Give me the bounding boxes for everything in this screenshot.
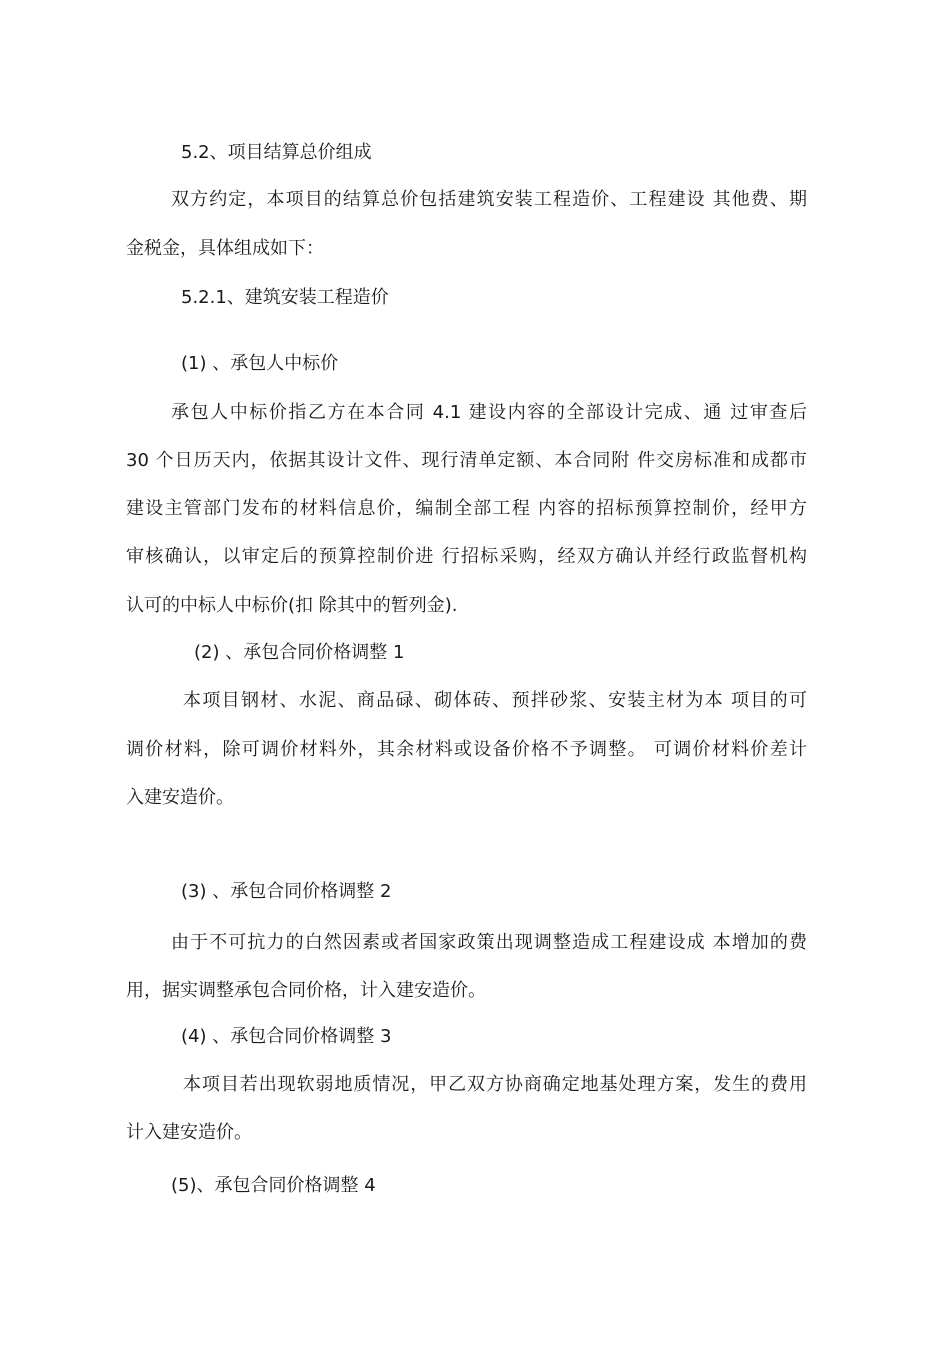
section-5-2-1-heading: 5.2.1、建筑安装工程造价 xyxy=(181,287,389,308)
item-1-heading: (1) 、承包人中标价 xyxy=(181,353,339,374)
section-5-2-heading: 5.2、项目结算总价组成 xyxy=(181,142,372,163)
item-4-line-2: 计入建安造价。 xyxy=(126,1122,252,1143)
item-1-line-5: 认可的中标人中标价(扣 除其中的暂列金). xyxy=(126,595,458,616)
item-3-heading: (3) 、承包合同价格调整 2 xyxy=(181,881,392,902)
item-3-line-2: 用，据实调整承包合同价格，计入建安造价。 xyxy=(126,980,486,1001)
item-1-line-3: 建设主管部门发布的材料信息价，编制全部工程 内容的招标预算控制价，经甲方 xyxy=(126,498,807,519)
item-3-line-1: 由于不可抗力的白然因素或者国家政策出现调整造成工程建设成 本增加的费 xyxy=(171,932,807,953)
section-5-2-intro-line-1: 双方约定，本项目的结算总价包括建筑安装工程造价、工程建设 其他费、期 xyxy=(171,189,807,210)
item-4-line-1: 本项目若出现软弱地质情况，甲乙双方协商确定地基处理方案，发生的费用 xyxy=(183,1074,807,1095)
item-5-heading: (5)、承包合同价格调整 4 xyxy=(171,1175,376,1196)
item-2-line-2: 调价材料，除可调价材料外，其余材料或设备价格不予调整。 可调价材料价差计 xyxy=(126,739,807,760)
item-2-line-3: 入建安造价。 xyxy=(126,787,234,808)
item-1-line-4: 审核确认，以审定后的预算控制价进 行招标采购，经双方确认并经行政监督机构 xyxy=(126,546,807,567)
item-1-line-1: 承包人中标价指乙方在本合同 4.1 建设内容的全部设计完成、通 过审查后 xyxy=(171,402,807,423)
section-5-2-intro-line-2: 金税金，具体组成如下： xyxy=(126,238,324,259)
item-4-heading: (4) 、承包合同价格调整 3 xyxy=(181,1026,392,1047)
item-2-line-1: 本项目钢材、水泥、商品碌、砌体砖、预拌砂浆、安装主材为本 项目的可 xyxy=(183,690,807,711)
item-2-heading: (2) 、承包合同价格调整 1 xyxy=(194,642,405,663)
item-1-line-2: 30 个日历天内，依据其设计文件、现行清单定额、本合同附 件交房标准和成都市 xyxy=(126,450,807,471)
